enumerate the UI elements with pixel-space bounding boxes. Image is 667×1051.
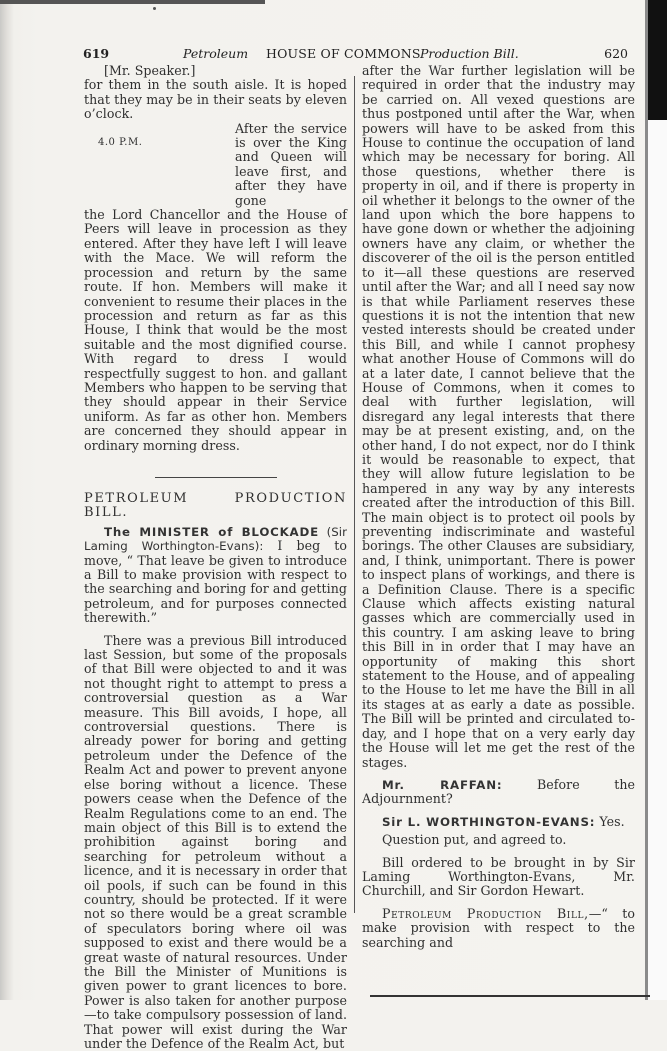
bill-title: Petroleum Production Bill,: [382, 905, 589, 921]
speaker-paragraph-start: for them in the south aisle. It is hoped that they may be in their seats by eleven o’clock.: [84, 77, 347, 122]
margin-time-note: 4.0 P.M.: [98, 136, 143, 148]
reply-text: Yes.: [599, 813, 625, 829]
page-border-right: [645, 0, 648, 1000]
speaker-name: Sir L. WORTHINGTON-EVANS:: [382, 814, 596, 829]
section-title: PETROLEUM PRODUCTION BILL.: [84, 490, 347, 521]
speaker-name: Mr. RAFFAN:: [382, 777, 503, 792]
scan-line-bottom: [370, 995, 650, 997]
raffan-interjection: [362, 778, 635, 807]
running-header: [83, 46, 628, 62]
margin-note-block: [84, 122, 347, 208]
page-edge-right: [645, 0, 667, 1000]
left-running-title: Petroleum: [183, 46, 249, 61]
bill-ordered: Bill ordered to be brought in by Sir Laming Worthington-Evans, Mr. Churchill, and Sir Gordon Hewart.: [362, 854, 635, 899]
right-column: [362, 64, 635, 950]
column-divider: [354, 76, 355, 913]
right-page-number: 620: [604, 46, 628, 61]
scan-shadow-top: [0, 0, 265, 4]
speaker-paragraph-rest: the Lord Chancellor and the House of Peers will leave in procession as they entered. After they have left I will leave with the Mace. We will reform the procession and return by the same route. If hon. Members will make it convenient to resume their places in the procession and return as far as this House, I think that would be the most suitable and the most dignified course. With regard to dress I would respectfully suggest to hon. and gallant Members who happen to be serving that they should appear in their Service uniform. As far as other hon. Members are concerned they should appear in ordinary morning dress.: [84, 207, 347, 453]
ink-speck: [153, 7, 156, 10]
minister-speech: [84, 525, 347, 626]
speaker-identity: (Sir Laming Worthington-Evans):: [84, 524, 347, 554]
question-put: Question put, and agreed to.: [382, 832, 567, 848]
left-page-number: 619: [83, 46, 110, 61]
speaker-paragraph-hang: After the service is over the King and Queen will leave first, and after they have gone: [235, 120, 347, 208]
bill-description: —“ to make provision with respect to the searching and: [362, 905, 635, 950]
right-running-title: Production Bill.: [420, 46, 519, 61]
speaker-continuation: [Mr. Speaker.]: [104, 63, 196, 78]
speech-paragraph: There was a previous Bill introduced last Session, but some of the proposals of that Bill were objected to and it was not thought right to attempt to press a controversial question as a War measure. This Bill avoids, I hope, all controversial questions. There is already power for boring and getting petroleum under the Defence of the Realm Act and power to prevent anyone else boring without a licence. These powers cease when the Defence of the Realm Regulations come to an end. The main object of this Bill is to extend the prohibition against boring and searching for petroleum without a licence, and it is necessary in order that oil pools, if such can be found in this country, should be protected. If it were not so there would be a great scramble of speculators boring where oil was supposed to exist and there would be a great waste of natural resources. Under the Bill the Minister of Munitions is given power to grant licences to bore. Power is also taken for another purpose—to take compulsory possession of land. That power will exist during the War under the Defence of the Realm Act, but: [84, 632, 347, 1051]
publication-title: HOUSE OF COMMONS: [266, 46, 421, 61]
evans-reply: [362, 815, 635, 829]
left-column: [84, 64, 347, 1051]
section-separator: [155, 477, 277, 478]
speech-continuation: after the War further legislation will be required in order that the industry may be carried on. All vexed questions are thus postponed until after the War, when powers will have to be asked from this House to continue the occupation of land which may be necessary for boring. All those questions, whether there is property in oil, and if there is property in oil whether it belongs to the owner of the land upon which the bore happens to have gone down or whether the adjoining owners have any claim, or whether the discoverer of the oil is the person entitled to it—all these questions are reserved until after the War; and all I need say now is that while Parliament reserves these questions it is not the intention that new vested interests should be created under this Bill, and while I cannot prophesy what another House of Commons will do at a later date, I cannot believe that the House of Commons, when it comes to deal with further legislation, will disregard any legal interests that there may be at present existing, and, on the other hand, I do not expect, nor do I think it would be reasonable to expect, that they will allow future legislation to be hampered in any way by any interests created after the introduction of this Bill. The main object is to protect oil pools by preventing indiscriminate and wasteful borings. The other Clauses are subsidiary, and, I think, unimportant. There is power to inspect plans of workings, and there is a Definition Clause. There is a specific Clause which affects existing natural gasses which are commercially used in this country. I am asking leave to bring this Bill in in order that I may have an opportunity of making this short statement to the House, and of appealing to the House to let me have the Bill in all its stages at as early a date as possible. The Bill will be printed and circulated to-day, and I hope that on a very early day the House will let me get the rest of the stages.: [362, 63, 635, 770]
scan-shadow-right: [648, 0, 667, 120]
speaker-name: The MINISTER of BLOCKADE: [104, 524, 319, 539]
bill-title-paragraph: [362, 907, 635, 950]
interjection-text: Before the Adjournment?: [362, 776, 635, 807]
motion-text: I beg to move, “ That leave be given to introduce a Bill to make provision with respect to the searching and boring for and getting petroleum, and for purposes connected therewith.”: [84, 538, 347, 626]
